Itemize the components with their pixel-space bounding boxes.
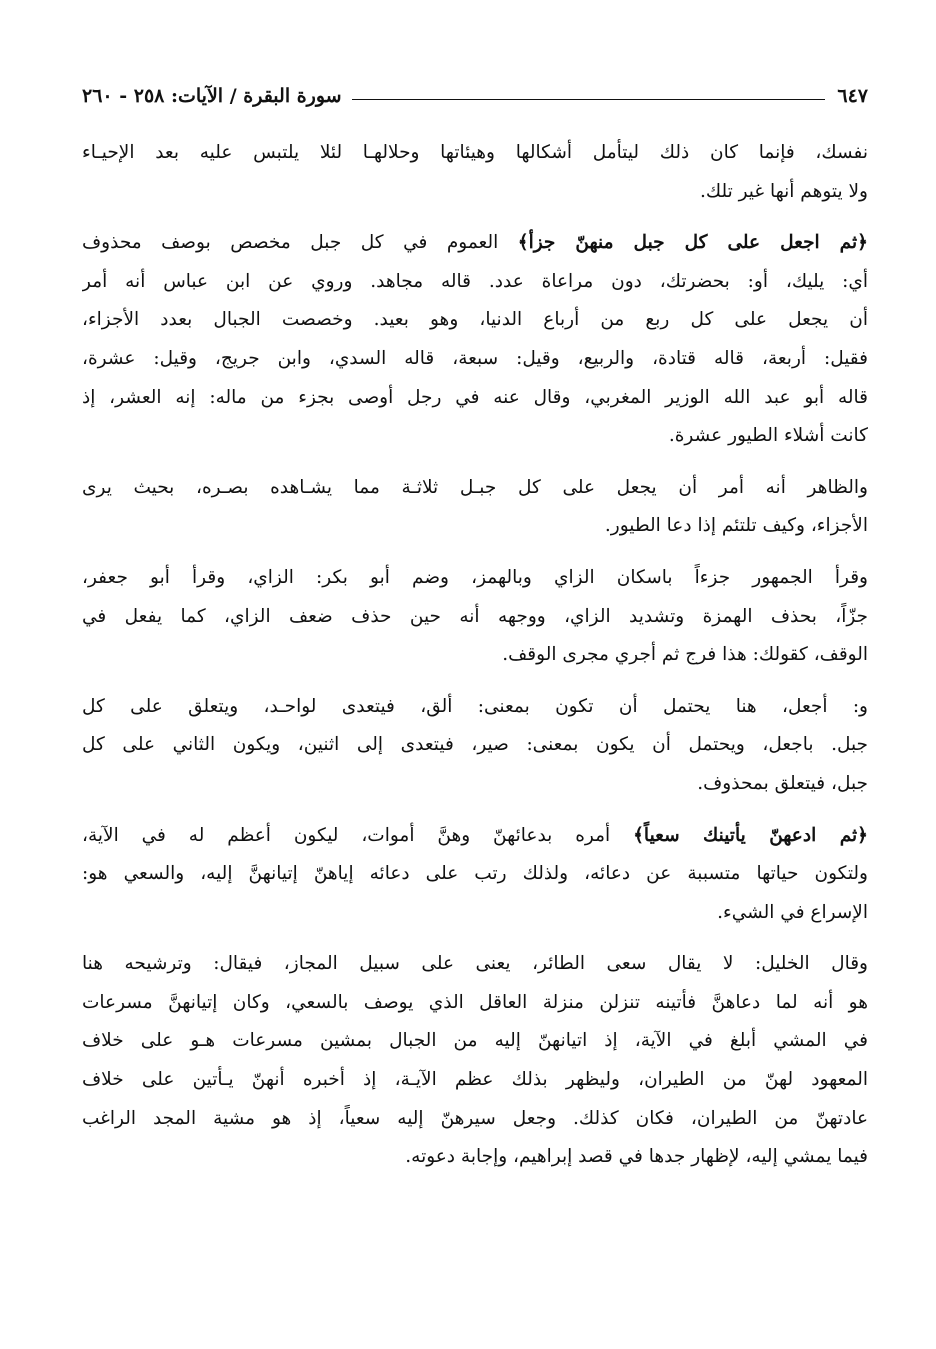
page-body bbox=[82, 134, 868, 1177]
text-line: وقال الخليل: لا يقال سعى الطائر، يعنى على سبيل المجاز، فيقال: وترشيحه هنا bbox=[82, 953, 868, 975]
text-line: وقرأ الجمهور جزءاً باسكان الزاي وبالهمز، وضم أبو بكر: الزاي، وقرأ أبو جعفر، bbox=[82, 566, 868, 588]
paragraph bbox=[82, 688, 868, 804]
text-line: ولتكون حياتها متسببة عن دعائه، ولذلك رتب على دعائه إياهنّ إتيانهنَّ إليه، والسعي هو: bbox=[82, 863, 868, 885]
text-line: جبل. باجعل، ويحتمل أن يكون بمعنى: صير، فيتعدى إلى اثنين، ويكون الثاني على كل bbox=[82, 734, 868, 756]
page-number: ٦٤٧ bbox=[837, 85, 868, 107]
text-line: فقيل: أربعة، قاله قتادة، والربيع، وقيل: سبعة، قاله السدي، وابن جريج، وقيل: عشرة، bbox=[82, 347, 868, 369]
paragraph bbox=[82, 224, 868, 456]
text-line: الأجزاء، وكيف تلتئم إذا دعا الطيور. bbox=[604, 515, 868, 537]
text-line: أي: يليك، أو: بحضرتك، دون مراعاة عدد. قاله مجاهد. وروي عن ابن عباس أنه أمر bbox=[82, 270, 868, 292]
text-line: عادتهنّ من الطيران، فكان كذلك. وجعل سيرهنّ إليه سعياً، إذ هو مشية المجد الراغب bbox=[82, 1107, 868, 1129]
line-text: أمره بدعائهنّ وهنَّ أموات، ليكون أعظم له في الآية، bbox=[82, 824, 634, 846]
text-line: جبل، فيتعلق بمحذوف. bbox=[697, 772, 868, 794]
quran-quote: ﴿ثم ادعهنّ يأتينك سعياً﴾ bbox=[633, 824, 868, 846]
text-line: جزّاً، بحذف الهمزة وتشديد الزاي، ووجهه أنه حين حذف ضعف الزاي، كما يفعل في bbox=[82, 605, 868, 627]
paragraph bbox=[82, 559, 868, 675]
text-line: والظاهر أنه أمر أن يجعل على كل جبـل ثلاثـة مما يشـاهده بصـره، بحيث يرى bbox=[82, 476, 868, 498]
paragraph bbox=[82, 469, 868, 546]
line-text: العموم في كل جبل مخصص بوصف محذوف bbox=[82, 232, 518, 254]
text-line: قاله أبو عبد الله الوزير المغربي، وقال عنه في رجل أوصى بجزء من ماله: إنه العشر، إذ bbox=[82, 386, 868, 408]
text-line: كانت أشلاء الطيور عشرة. bbox=[668, 425, 868, 447]
text-line: الإسراع في الشيء. bbox=[717, 901, 868, 923]
text-line: فيما يمشي إليه، لإظهار جدها في قصد إبراهيم، وإجابة دعوته. bbox=[405, 1146, 868, 1168]
text-line: هو أنه لما دعاهنَّ فأتينه تنزلن منزلة العاقل الذي يوصف بالسعي، وكان إتيانهنَّ مسرعات bbox=[82, 991, 868, 1013]
text-line: ولا يتوهم أنها غير تلك. bbox=[699, 180, 868, 202]
text-line: الوقف، كقولك: هذا فرج ثم أجري مجرى الوقف. bbox=[502, 644, 868, 666]
text-line: في المشي أبلغ في الآية، إذ اتيانهنّ إليه من الجبال بمشين مسرعات هـو على خلاف bbox=[82, 1030, 868, 1052]
running-title: سورة البقرة / الآيات: ٢٥٨ - ٢٦٠ bbox=[82, 85, 342, 107]
text-line: أن يجعل على كل ربع من أرباع الدنيا، وهو بعيد. وخصصت الجبال بعدد الأجزاء، bbox=[82, 309, 868, 331]
text-line: و: أجعل، هنا يحتمل أن تكون بمعنى: ألق، فيتعدى لواحـد، ويتعلق على كل bbox=[82, 695, 868, 717]
text-line: نفسك، فإنما كان ذلك ليتأمل أشكالها وهيئاتها وحلالهـا لئلا يلتبس عليه بعد الإحيـاء bbox=[82, 142, 868, 163]
text-line bbox=[82, 224, 868, 263]
paragraph bbox=[82, 134, 868, 211]
quran-quote: ﴿ثم اجعل على كل جبل منهنّ جزأ﴾ bbox=[517, 232, 868, 254]
header-rule bbox=[352, 99, 826, 100]
running-header bbox=[82, 78, 868, 114]
paragraph bbox=[82, 817, 868, 933]
paragraph bbox=[82, 945, 868, 1177]
text-line bbox=[82, 817, 868, 856]
text-line: المعهود لهنّ من الطيران، وليظهر بذلك عظم الآيـة، إذ أخبره أنهنّ يـأتين على خلاف bbox=[82, 1069, 868, 1091]
